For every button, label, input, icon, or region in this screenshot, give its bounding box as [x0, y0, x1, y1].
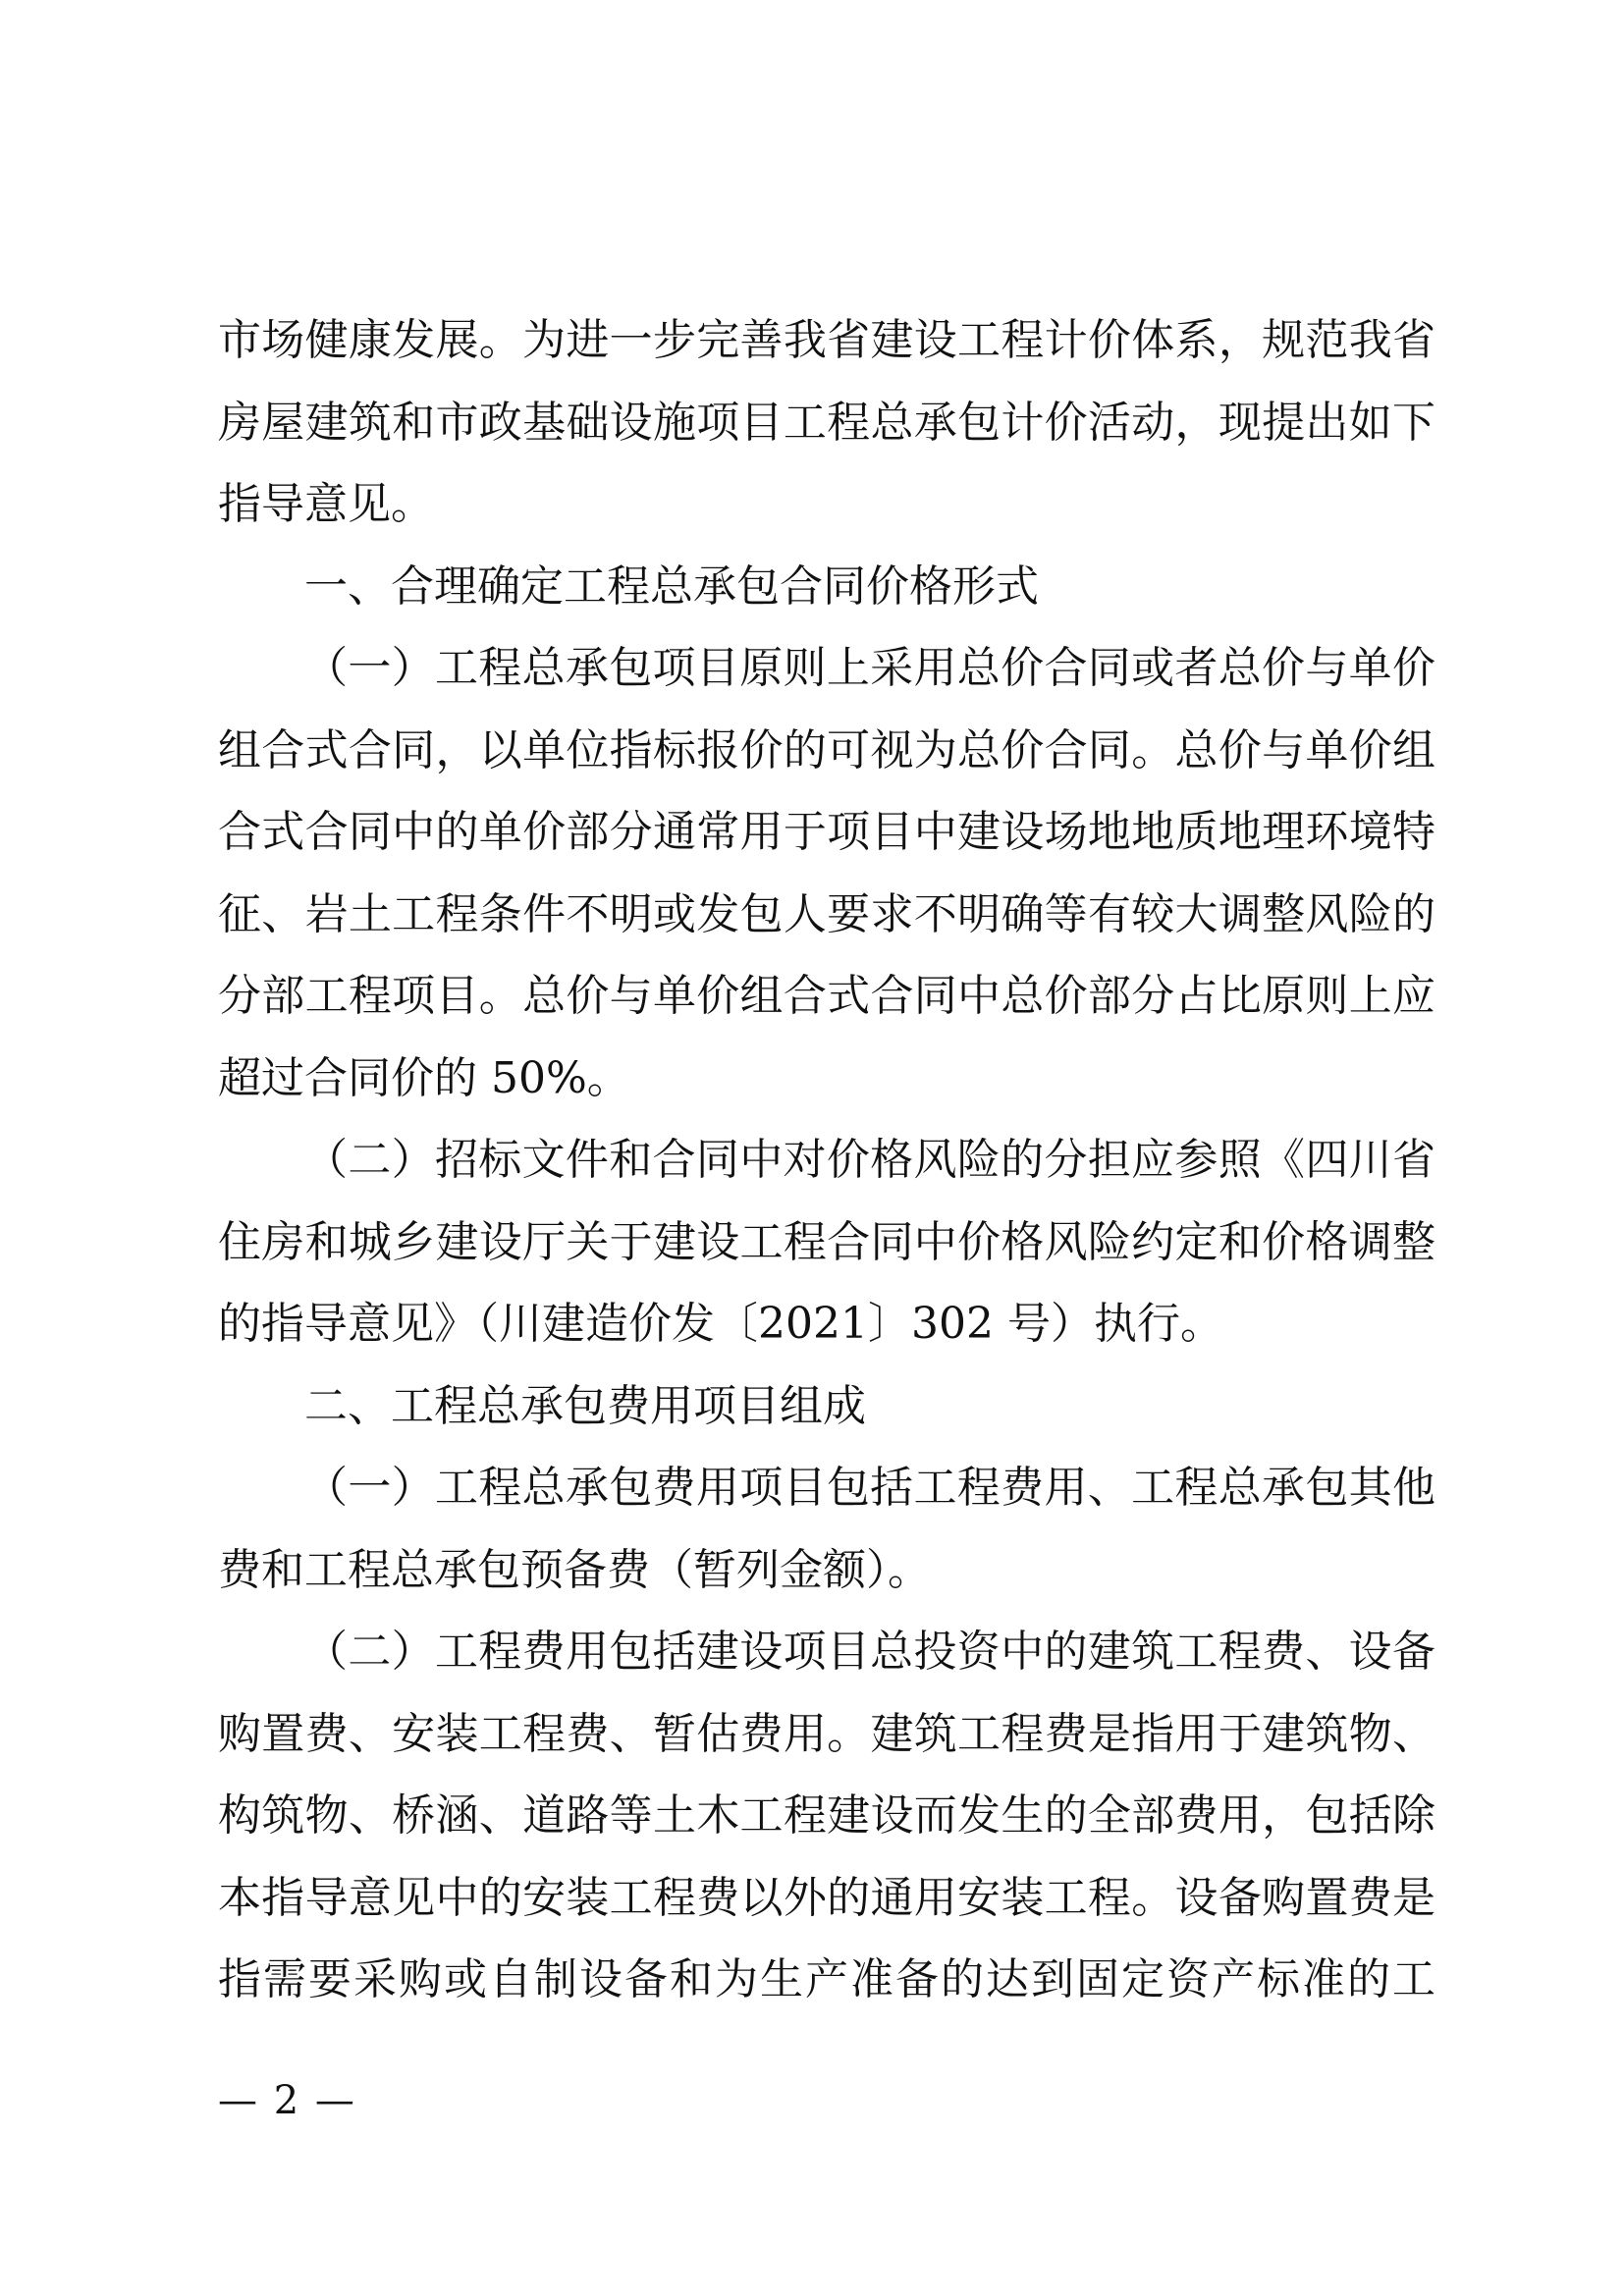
paragraph-line: 合式合同中的单价部分通常用于项目中建设场地地质地理环境特	[218, 807, 1435, 857]
section-heading: 二、工程总承包费用项目组成	[304, 1380, 866, 1431]
paragraph-line: （一）工程总承包费用项目包括工程费用、工程总承包其他	[304, 1463, 1435, 1513]
paragraph-line: 本指导意见中的安装工程费以外的通用安装工程。设备购置费是	[218, 1872, 1435, 1923]
paragraph-line: 市场健康发展。为进一步完善我省建设工程计价体系，规范我省	[218, 315, 1435, 365]
paragraph-line: 分部工程项目。总价与单价组合式合同中总价部分占比原则上应	[218, 971, 1435, 1021]
paragraph-line: 超过合同价的 50%。	[218, 1052, 630, 1103]
paragraph-line: 房屋建筑和市政基础设施项目工程总承包计价活动，现提出如下	[218, 397, 1435, 448]
page-number: — 2 —	[218, 2078, 356, 2123]
paragraph-line: 征、岩土工程条件不明或发包人要求不明确等有较大调整风险的	[218, 888, 1435, 939]
body-text	[218, 299, 1435, 2021]
section-heading: 一、合理确定工程总承包合同价格形式	[304, 561, 1039, 612]
paragraph-line: 费和工程总承包预备费（暂列金额）。	[218, 1544, 931, 1595]
paragraph-line: 的指导意见》（川建造价发〔2021〕302 号）执行。	[218, 1299, 1223, 1349]
paragraph-line: 购置费、安装工程费、暂估费用。建筑工程费是指用于建筑物、	[218, 1708, 1435, 1759]
paragraph-line: （一）工程总承包项目原则上采用总价合同或者总价与单价	[304, 643, 1435, 693]
paragraph-line: （二）招标文件和合同中对价格风险的分担应参照《四川省	[304, 1135, 1435, 1185]
paragraph-line: 住房和城乡建设厅关于建设工程合同中价格风险约定和价格调整	[218, 1216, 1435, 1267]
paragraph-line: 构筑物、桥涵、道路等土木工程建设而发生的全部费用，包括除	[218, 1790, 1435, 1841]
paragraph-line: 组合式合同，以单位指标报价的可视为总价合同。总价与单价组	[218, 724, 1435, 775]
paragraph-line: （二）工程费用包括建设项目总投资中的建筑工程费、设备	[304, 1627, 1435, 1677]
paragraph-line: 指导意见。	[218, 479, 434, 529]
paragraph-line: 指需要采购或自制设备和为生产准备的达到固定资产标准的工	[218, 1954, 1435, 2004]
